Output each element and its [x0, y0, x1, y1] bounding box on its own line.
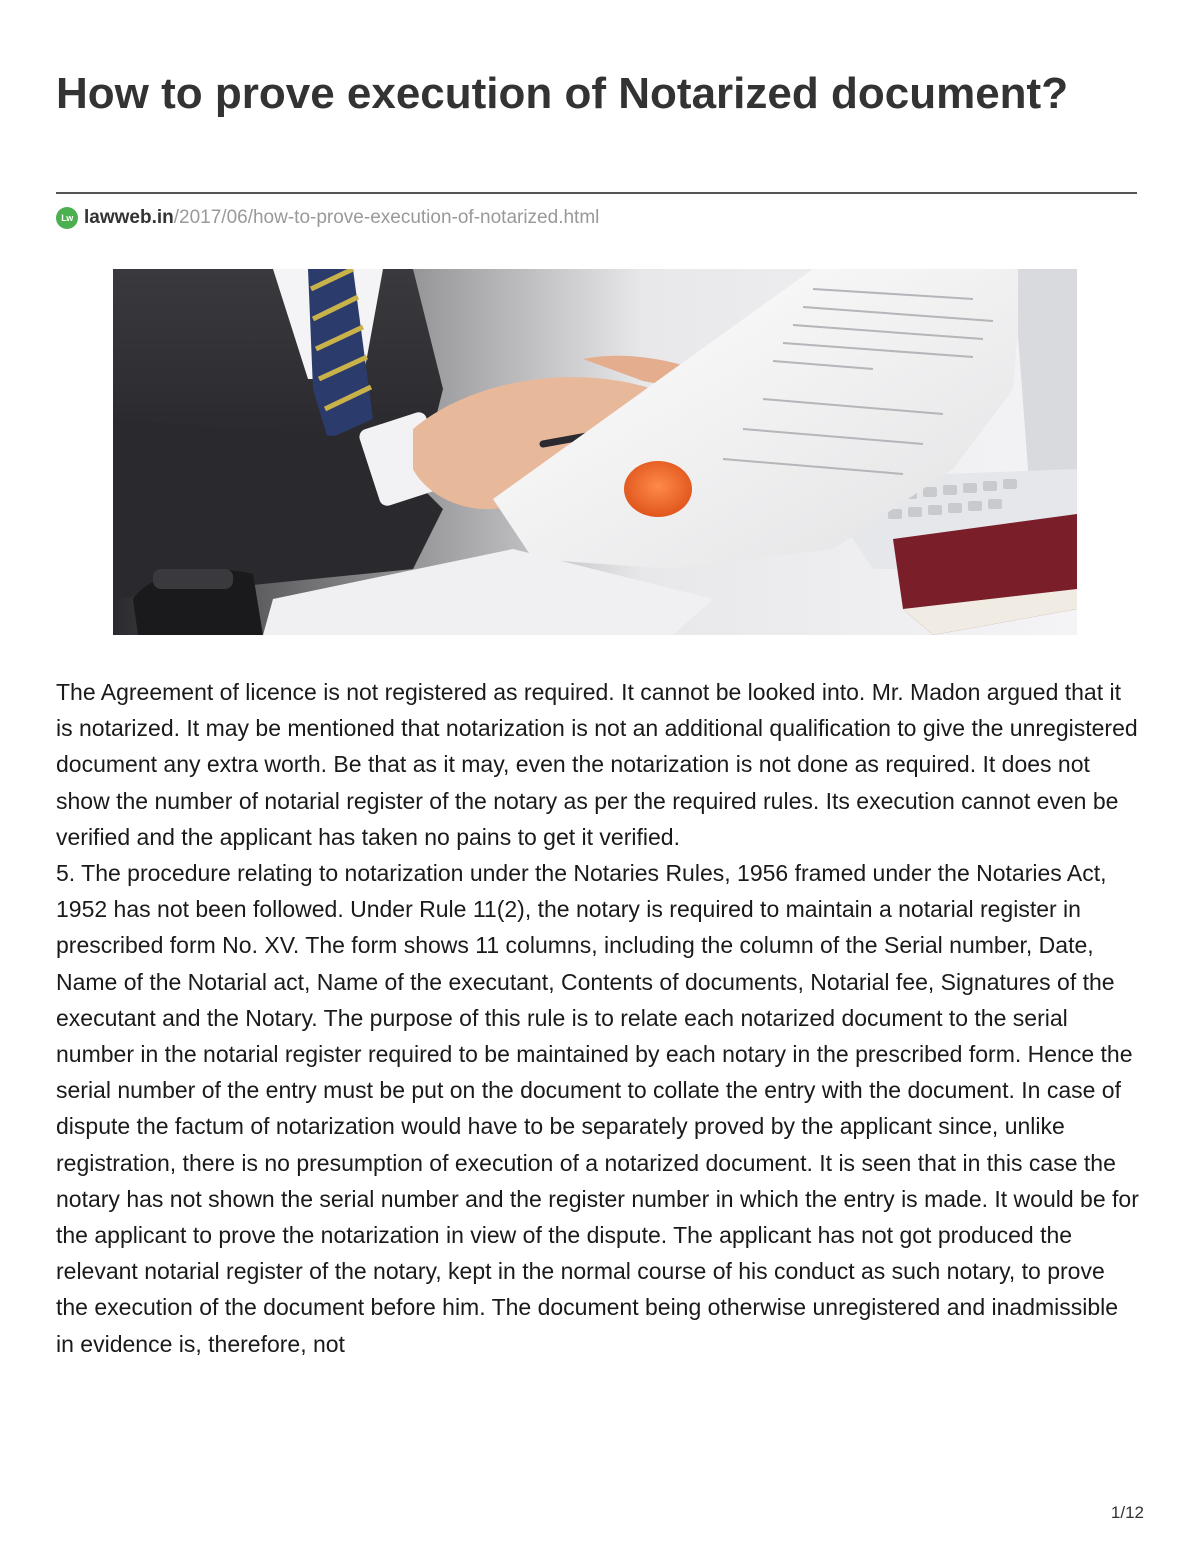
paragraph-1: The Agreement of licence is not registered as required. It cannot be looked into. Mr. Madon argued that it is notarized. It may be mentioned that notarization is not an additional qualification to give the unregistered document any extra worth. Be that as it may, even the notarization is not done as required. It does not show the number of notarial register of the notary as per the required rules. Its execution cannot even be verified and the applicant has taken no pains to get it verified.	[56, 679, 1138, 850]
page-number: 1/12	[1110, 1503, 1144, 1522]
hero-image	[113, 269, 1077, 635]
page-title: How to prove execution of Notarized document?	[56, 69, 1069, 118]
article-body	[56, 674, 1141, 1362]
source-url[interactable]	[56, 205, 599, 231]
source-domain[interactable]: lawweb.in	[84, 207, 174, 228]
title-divider	[56, 192, 1137, 194]
notarized-document-photo-icon	[113, 269, 1077, 635]
source-path[interactable]: /2017/06/how-to-prove-execution-of-notarized.html	[173, 207, 600, 228]
paragraph-2: 5. The procedure relating to notarization under the Notaries Rules, 1956 framed under the Notaries Act, 1952 has not been followed. Under Rule 11(2), the notary is required to maintain a notarial register in prescribed form No. XV. The form shows 11 columns, including the column of the Serial number, Date, Name of the Notarial act, Name of the executant, Contents of documents, Notarial fee, Signatures of the executant and the Notary. The purpose of this rule is to relate each notarized document to the serial number in the notarial register required to be maintained by each notary in the prescribed form. Hence the serial number of the entry must be put on the document to collate the entry with the document. In case of dispute the factum of notarization would have to be separately proved by the applicant since, unlike registration, there is no presumption of execution of a notarized document. It is seen that in this case the notary has not shown the serial number and the register number in which the entry is made. It would be for the applicant to prove the notarization in view of the dispute. The applicant has not got produced the relevant notarial register of the notary, kept in the normal course of his conduct as such notary, to prove the execution of the document before him. The document being otherwise unregistered and inadmissible in evidence is, therefore, not	[56, 860, 1139, 1357]
lawweb-favicon-icon: Lw	[56, 207, 78, 229]
